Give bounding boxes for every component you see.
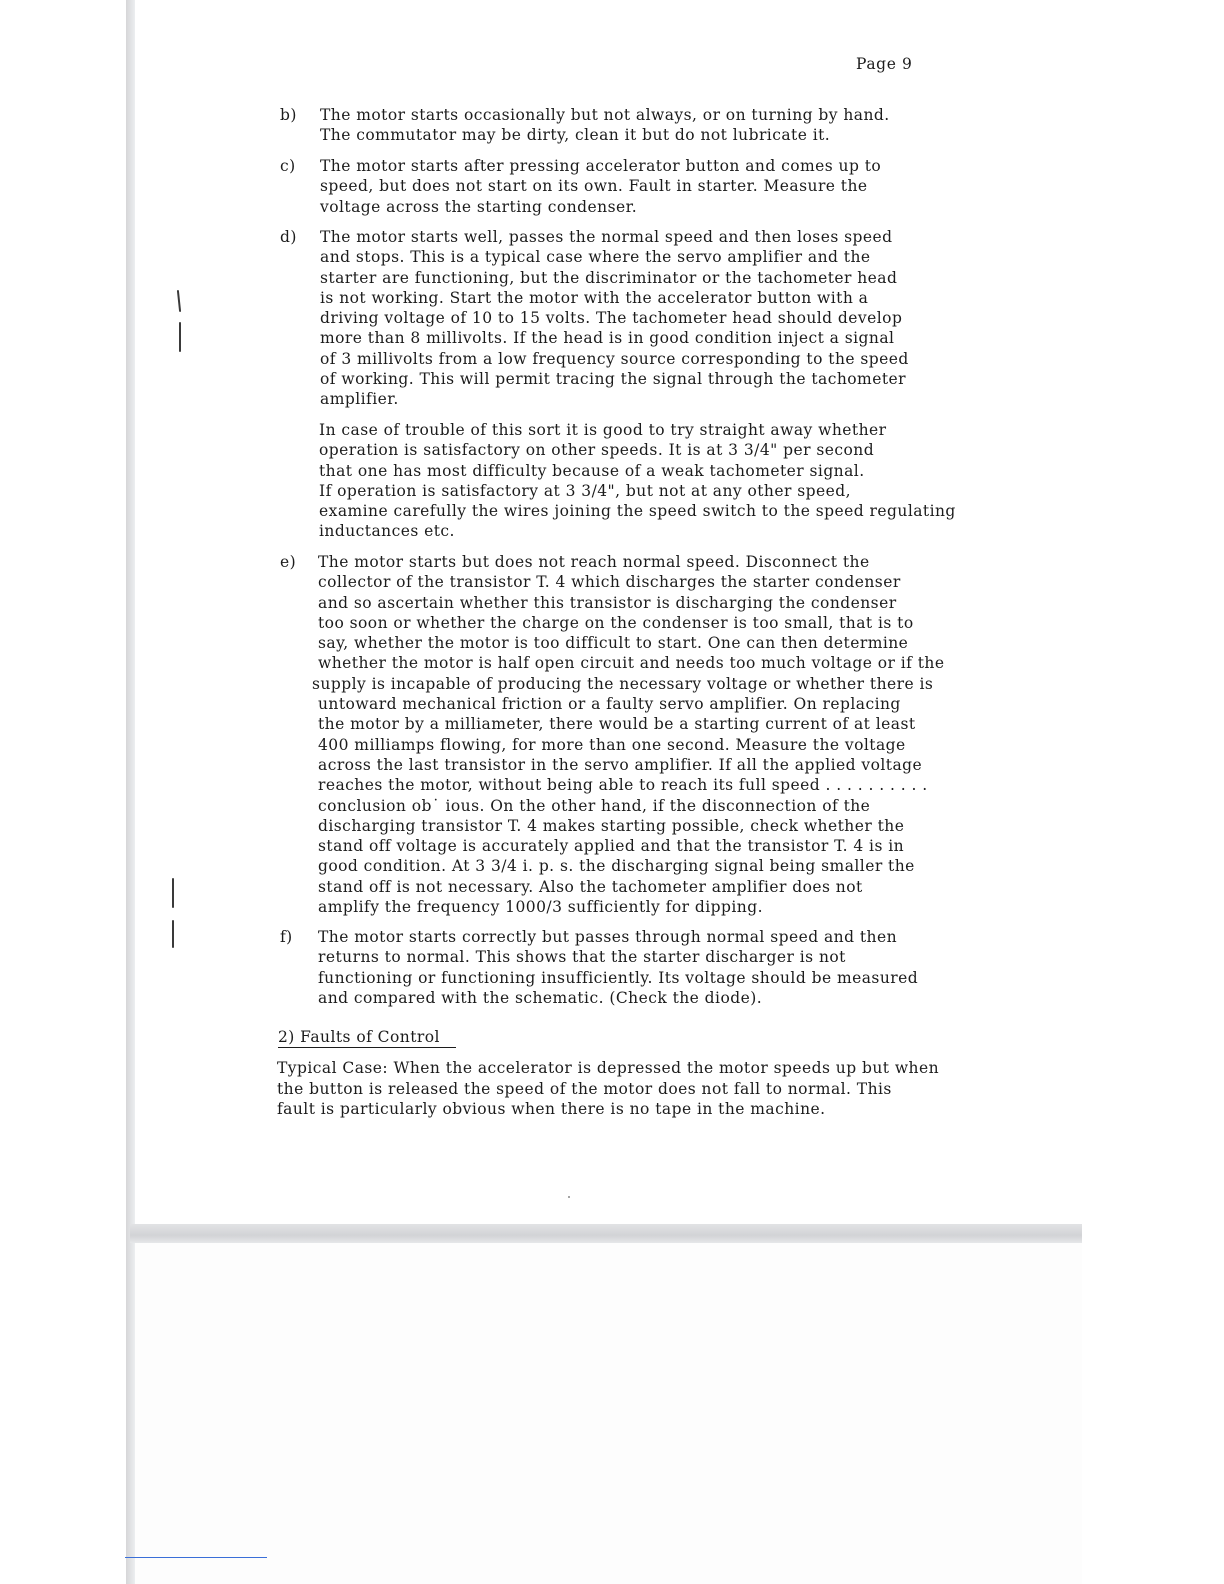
item-text (320, 105, 1020, 146)
text-line: and compared with the schematic. (Check the diode). (318, 988, 763, 1007)
text-line: amplifier. (320, 390, 399, 409)
text-line: say, whether the motor is too difficult to start. One can then determine (318, 634, 909, 653)
page-lower-area (135, 1242, 1082, 1584)
text-line: If operation is satisfactory at 3 3/4", but not at any other speed, (319, 481, 852, 500)
scan-fold-band (130, 1224, 1082, 1243)
margin-change-bar (172, 920, 174, 948)
item-text (320, 156, 1020, 217)
text-line: voltage across the starting condenser. (320, 197, 638, 216)
text-line: inductances etc. (319, 522, 455, 541)
text-line: the button is released the speed of the motor does not fall to normal. This (277, 1079, 892, 1098)
text-line: discharging transistor T. 4 makes starting possible, check whether the (318, 816, 905, 835)
text-line: In case of trouble of this sort it is good to try straight away whether (319, 421, 887, 439)
item-label: b) (280, 106, 297, 124)
scan-left-edge (126, 0, 135, 1584)
item-label: e) (280, 553, 297, 571)
text-line: examine carefully the wires joining the speed switch to the speed regulating (319, 502, 956, 521)
text-line: functioning or functioning insufficiently. Its voltage should be measured (318, 968, 919, 987)
text-line: and so ascertain whether this transistor is discharging the condenser (318, 593, 897, 612)
item-text (318, 927, 1018, 1008)
section-heading: 2) Faults of Control (278, 1028, 456, 1048)
text-line: The commutator may be dirty, clean it but do not lubricate it. (320, 126, 831, 145)
text-line: stand off voltage is accurately applied and that the transistor T. 4 is in (318, 837, 905, 856)
text-line: more than 8 millivolts. If the head is in good condition inject a signal (320, 329, 895, 348)
item-d-continuation (319, 420, 956, 542)
text-line: returns to normal. This shows that the starter discharger is not (318, 948, 846, 967)
text-line: whether the motor is half open circuit and needs too much voltage or if the (318, 654, 945, 673)
item-text (320, 227, 1020, 410)
text-line: that one has most difficulty because of a weak tachometer signal. (319, 461, 865, 480)
text-line: The motor starts after pressing accelerator button and comes up to (320, 157, 882, 175)
text-line: amplify the frequency 1000/3 sufficiently for dipping. (318, 898, 763, 917)
text-line: untoward mechanical friction or a faulty servo amplifier. On replacing (318, 695, 901, 714)
text-line: of working. This will permit tracing the signal through the tachometer (320, 370, 906, 389)
bottom-rule (125, 1557, 267, 1558)
scan-speck (568, 1196, 570, 1198)
margin-change-bar (179, 322, 181, 352)
text-line: collector of the transistor T. 4 which discharges the starter condenser (318, 573, 901, 592)
text-line: conclusion ob˙ ious. On the other hand, if the disconnection of the (318, 796, 871, 815)
section-paragraph (277, 1058, 939, 1120)
text-line: the motor by a milliameter, there would be a starting current of at least (318, 715, 916, 734)
item-label: d) (280, 228, 297, 246)
text-line: The motor starts well, passes the normal speed and then loses speed (320, 228, 893, 246)
text-line: stand off is not necessary. Also the tachometer amplifier does not (318, 877, 863, 896)
text-line: is not working. Start the motor with the accelerator button with a (320, 288, 869, 307)
text-line: Typical Case: When the accelerator is depressed the motor speeds up but when (277, 1059, 940, 1077)
text-line: supply is incapable of producing the necessary voltage or whether there is (312, 674, 934, 693)
item-label: f) (280, 928, 293, 946)
text-line: The motor starts but does not reach normal speed. Disconnect the (318, 553, 870, 571)
text-line: too soon or whether the charge on the condenser is too small, that is to (318, 613, 914, 632)
text-line: speed, but does not start on its own. Fault in starter. Measure the (320, 177, 868, 196)
text-line: The motor starts correctly but passes through normal speed and then (318, 928, 898, 946)
text-line: reaches the motor, without being able to reach its full speed . . . . . . . . . . (318, 776, 928, 795)
text-line: operation is satisfactory on other speeds. It is at 3 3/4" per second (319, 441, 875, 460)
text-line: starter are functioning, but the discriminator or the tachometer head (320, 268, 898, 287)
margin-change-bar (172, 878, 174, 908)
text-line: good condition. At 3 3/4 i. p. s. the discharging signal being smaller the (318, 857, 915, 876)
text-line: 400 milliamps flowing, for more than one second. Measure the voltage (318, 735, 906, 754)
text-line: and stops. This is a typical case where the servo amplifier and the (320, 248, 871, 267)
text-line: of 3 millivolts from a low frequency source corresponding to the speed (320, 349, 909, 368)
text-line: fault is particularly obvious when there is no tape in the machine. (277, 1100, 826, 1118)
item-label: c) (280, 157, 296, 175)
text-line: across the last transistor in the servo amplifier. If all the applied voltage (318, 755, 923, 774)
item-text (312, 552, 1018, 917)
text-line: The motor starts occasionally but not always, or on turning by hand. (320, 106, 890, 124)
text-line: driving voltage of 10 to 15 volts. The tachometer head should develop (320, 309, 903, 328)
page-number: Page 9 (856, 55, 913, 73)
